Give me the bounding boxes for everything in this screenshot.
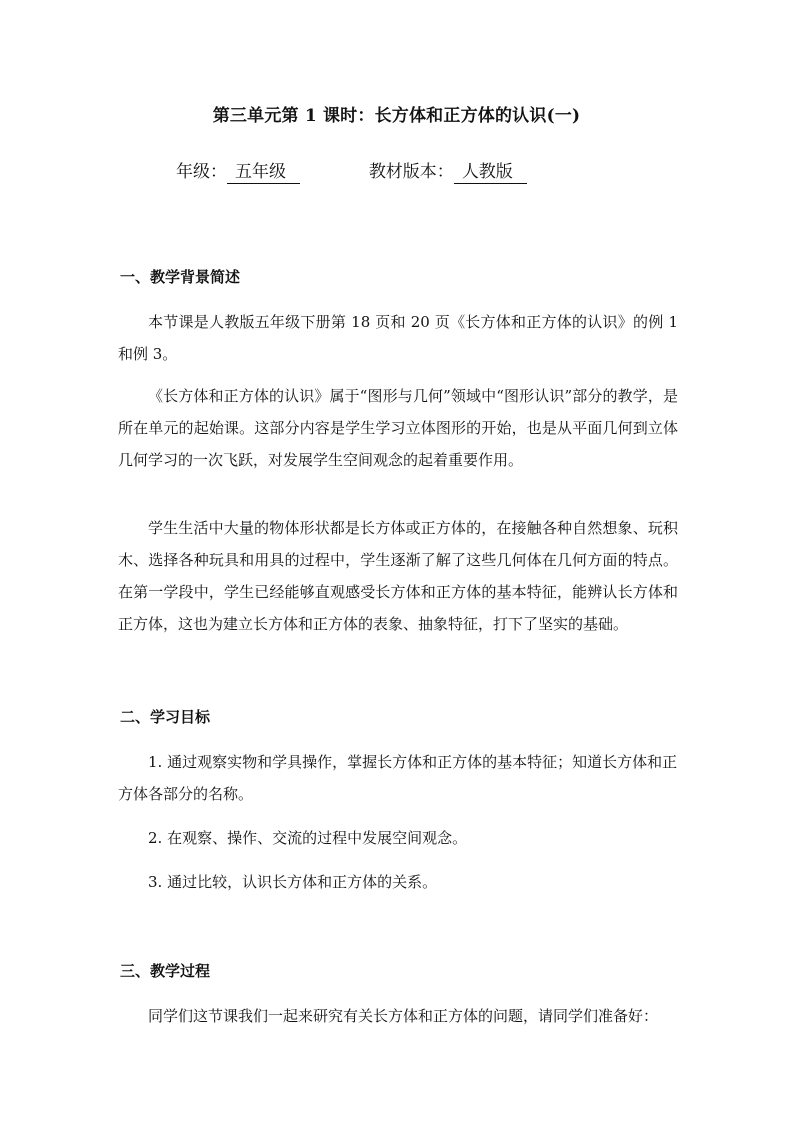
section-heading-goals: 二、学习目标 [120, 708, 211, 726]
edition-label: 教材版本： [368, 162, 454, 182]
list-item: 3. 通过比较，认识长方体和正方体的关系。 [148, 873, 438, 891]
paragraph: 同学们这节课我们一起来研究有关长方体和正方体的问题，请同学们准备好： [148, 1007, 659, 1025]
paragraph: 学生生活中大量的物体形状都是长方体或正方体的，在接触各种自然想象、玩积木、选择各种玩具和用具的过程中，学生逐渐了解了这些几何体在几何方面的特点。在第一学段中，学生已经能够直观感受长方体和正方体的基本特征，能辨认长方体和正方体，这也为建立长方体和正方体的表象、抽象特征，打下了坚实的基础。 [118, 519, 678, 633]
paragraph: 《长方体和正方体的认识》属于“图形与几何”领域中“图形认识”部分的教学，是所在单元的起始课。这部分内容是学生学习立体图形的开始，也是从平面几何到立体几何学习的一次飞跃，对发展学生空间观念的起着重要作用。 [118, 387, 678, 469]
paragraph: 本节课是人教版五年级下册第 18 页和 20 页《长方体和正方体的认识》的例 1 和例 3。 [118, 313, 678, 363]
section-heading-background: 一、教学背景简述 [120, 268, 241, 286]
meta-row [176, 160, 527, 184]
grade-label: 年级： [176, 162, 227, 182]
list-item: 2. 在观察、操作、交流的过程中发展空间观念。 [148, 829, 468, 847]
page-title: 第三单元第 1 课时：长方体和正方体的认识(一) [212, 106, 581, 126]
grade-value: 五年级 [227, 161, 300, 184]
section-heading-process: 三、教学过程 [120, 962, 211, 980]
edition-value: 人教版 [454, 161, 527, 184]
list-item: 1. 通过观察实物和学具操作，掌握长方体和正方体的基本特征；知道长方体和正方体各部分的名称。 [118, 753, 678, 803]
